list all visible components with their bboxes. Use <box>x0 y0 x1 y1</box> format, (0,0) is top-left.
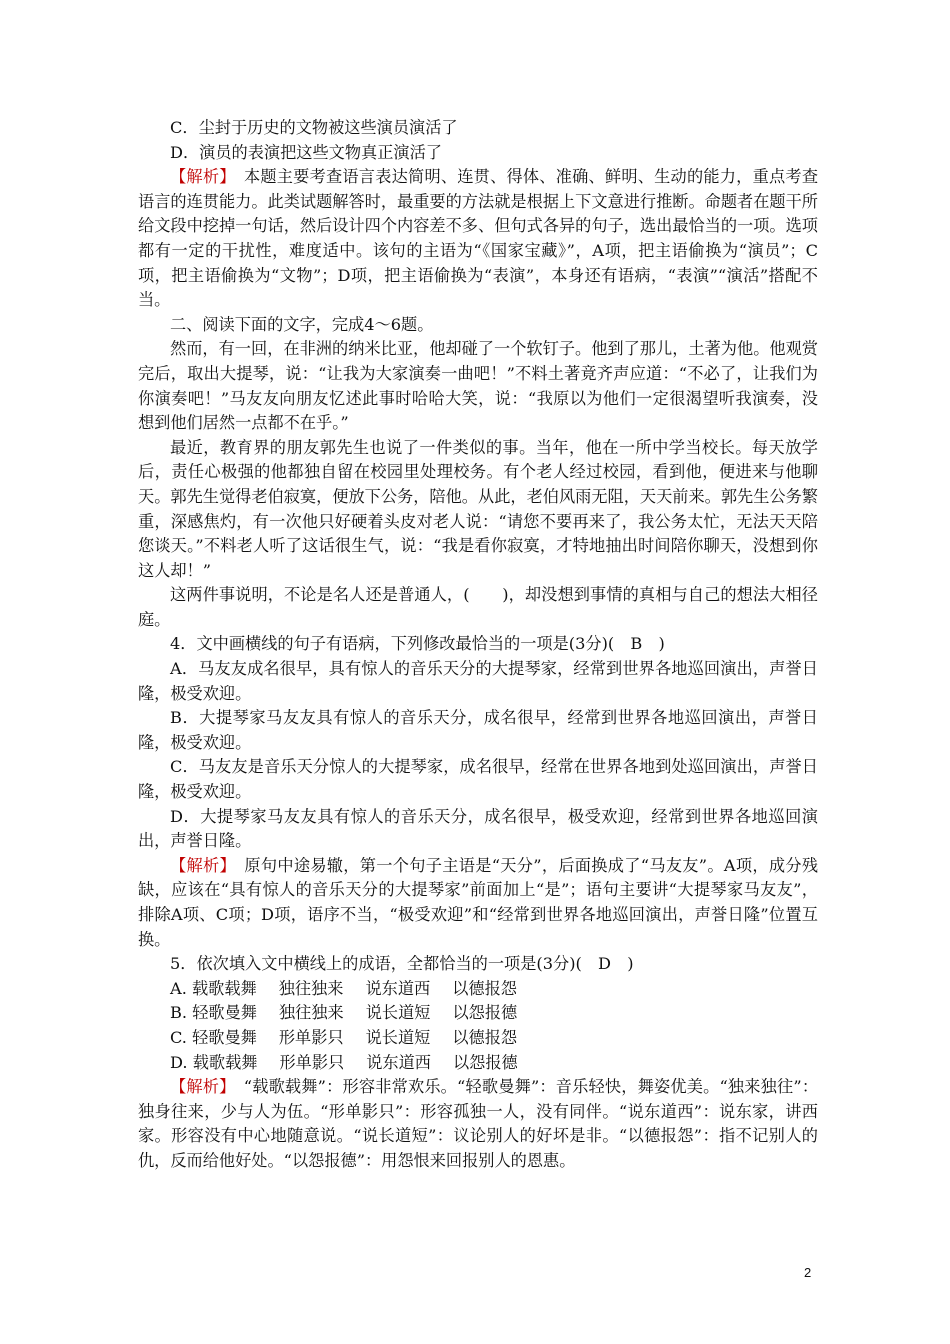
q5-analysis <box>138 1075 818 1173</box>
q5-option-c: C. 轻歌曼舞 形单影只 说长道短 以德报怨 <box>170 1027 518 1047</box>
q5-stem: 5．依次填入文中横线上的成语，全都恰当的一项是(3分)( D ) <box>170 954 634 974</box>
q4-option-d: D．大提琴家马友友具有惊人的音乐天分，成名很早，极受欢迎，经常到世界各地巡回演出，声誉日隆。 <box>138 806 818 851</box>
q5-option-b: B. 轻歌曼舞 独往独来 说长道短 以怨报德 <box>170 1003 518 1023</box>
q4-option-b: B．大提琴家马友友具有惊人的音乐天分，成名很早，经常到世界各地巡回演出，声誉日隆，极受欢迎。 <box>138 708 818 752</box>
passage-paragraph-1: 然而，有一回，在非洲的纳米比亚，他却碰了一个软钉子。他到了那儿，土著为他。他观赏完后，取出大提琴，说：“让我为大家演奏一曲吧！”不料土著竟齐声应道：“不必了，让我们为你演奏吧！”马友友向朋友忆述此事时哈哈大笑，说：“我原以为他们一定很渴望听我演奏，没想到他们居然一点都不在乎。” <box>138 339 818 433</box>
passage-paragraph-2: 最近，教育界的朋友郭先生也说了一件类似的事。当年，他在一所中学当校长。每天放学后，责任心极强的他都独自留在校园里处理校务。有个老人经过校园，看到他，便进来与他聊天。郭先生觉得老伯寂寞，便放下公务，陪他。从此，老伯风雨无阻，天天前来。郭先生公务繁重，深感焦灼，有一次他只好硬着头皮对老人说：“请您不要再来了，我公务太忙，无法天天陪您谈天。”不料老人听了这话很生气，说：“我是看你寂寞，才特地抽出时间陪你聊天，没想到你这人却！” <box>138 437 818 580</box>
section-heading: 二、阅读下面的文字，完成4～6题。 <box>170 314 434 334</box>
page-number: 2 <box>804 1265 812 1280</box>
analysis-text: 本题主要考查语言表达简明、连贯、得体、准确、鲜明、生动的能力，重点考查语言的连贯能力。此类试题解答时，最重要的方法就是根据上下文意进行推断。命题者在题干所给文段中挖掉一句话，然后设计四个内容差不多、但句式各异的句子，选出最恰当的一项。选项都有一定的干扰性，难度适中。该句的主语为“《国家宝藏》”，A项，把主语偷换为“演员”；C项，把主语偷换为“文物”；D项，把主语偷换为“表演”，本身还有语病，“表演”“演活”搭配不当。 <box>138 167 819 310</box>
page-content <box>138 116 818 1174</box>
analysis-tag: 【解析】 <box>170 855 228 875</box>
q4-analysis <box>138 854 818 952</box>
analysis-tag: 【解析】 <box>170 167 228 187</box>
q4-option-a: A．马友友成名很早，具有惊人的音乐天分的大提琴家，经常到世界各地巡回演出，声誉日隆，极受欢迎。 <box>138 659 818 703</box>
q3-option-d: D．演员的表演把这些文物真正演活了 <box>170 142 442 162</box>
analysis-text: “载歌载舞”：形容非常欢乐。“轻歌曼舞”：音乐轻快，舞姿优美。“独来独往”：独身往来，少与人为伍。“形单影只”：形容孤独一人，没有同伴。“说东道西”：说东家，讲西家。形容没有中心地随意说。“说长道短”：议论别人的好坏是非。“以德报怨”：指不记别人的仇，反而给他好处。“以怨报德”：用怨恨来回报别人的恩惠。 <box>138 1077 819 1170</box>
q3-option-c: C．尘封于历史的文物被这些演员演活了 <box>170 118 458 137</box>
passage-paragraph-3: 这两件事说明，不论是名人还是普通人，( )，却没想到事情的真相与自己的想法大相径庭。 <box>138 585 818 629</box>
analysis-tag: 【解析】 <box>170 1077 228 1097</box>
q5-option-a: A. 载歌载舞 独往独来 说东道西 以德报怨 <box>170 978 517 998</box>
analysis-text: 原句中途易辙，第一个句子主语是“天分”，后面换成了“马友友”。A项，成分残缺，应该在“具有惊人的音乐天分的大提琴家”前面加上“是”；语句主要讲“大提琴家马友友”，排除A项、C项；D项，语序不当，“极受欢迎”和“经常到世界各地巡回演出，声誉日隆”位置互换。 <box>138 855 819 949</box>
q4-stem: 4．文中画横线的句子有语病，下列修改最恰当的一项是(3分)( B ) <box>170 634 665 654</box>
q5-option-d: D. 载歌载舞 形单影只 说东道西 以怨报德 <box>170 1052 518 1072</box>
q3-analysis <box>138 165 818 313</box>
q4-option-c: C．马友友是音乐天分惊人的大提琴家，成名很早，经常在世界各地到处巡回演出，声誉日隆，极受欢迎。 <box>138 757 818 802</box>
